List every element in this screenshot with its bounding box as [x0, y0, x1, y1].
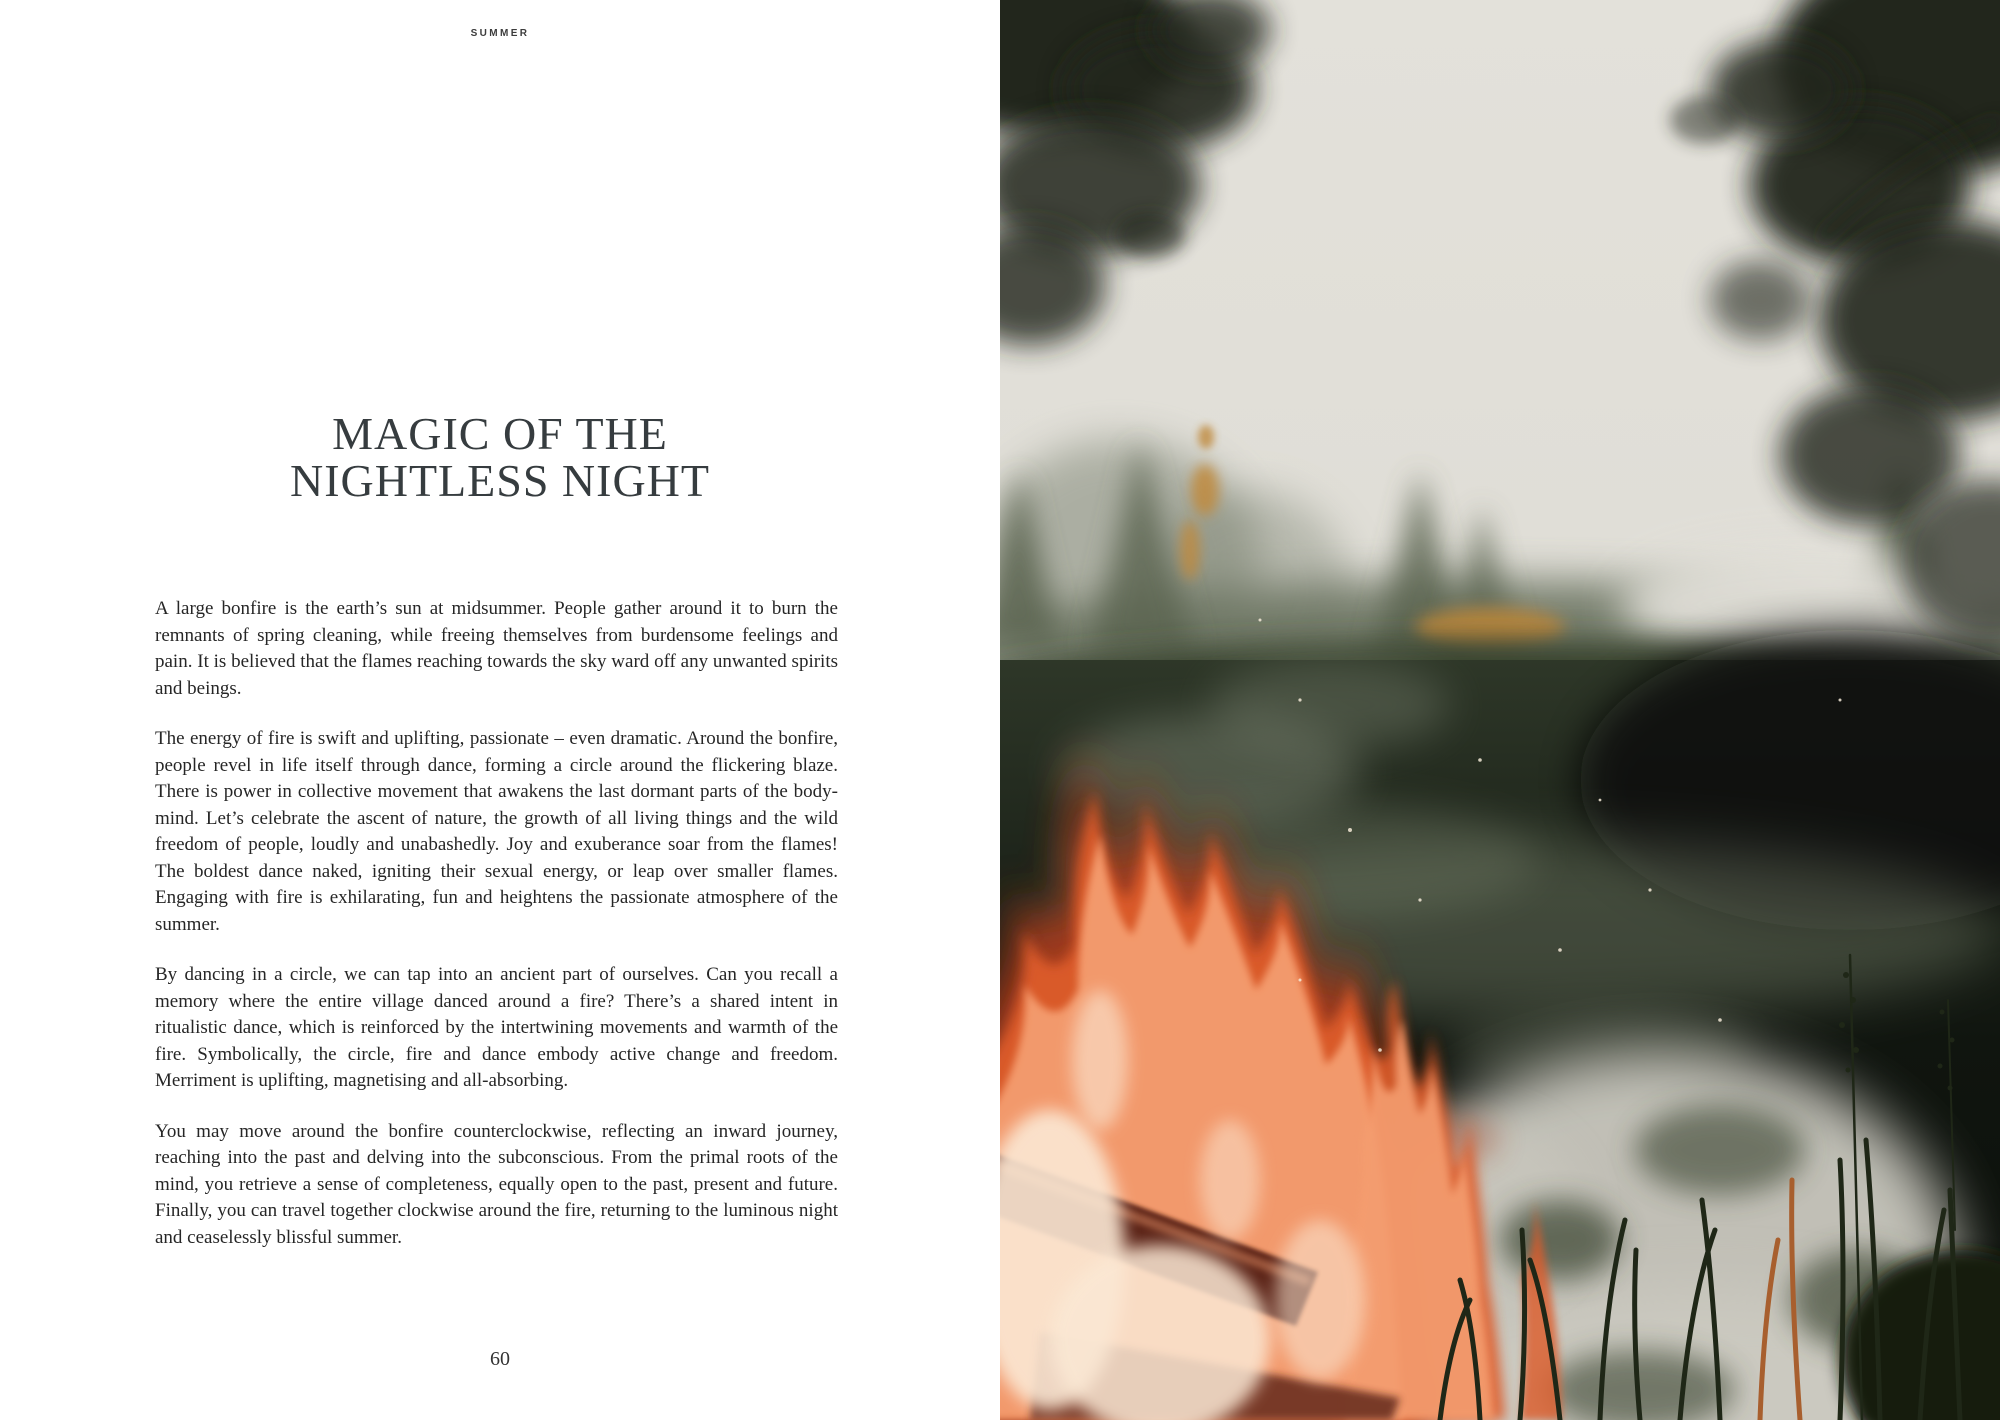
- body-paragraph: The energy of fire is swift and uplifting, passionate – even dramatic. Around the bonfire, people revel in life itself through dance, forming a circle around the flickering blaze. There is power in collective movement that awakens the last dormant parts of the body-mind. Let’s celebrate the ascent of nature, the growth of all living things and the wild freedom of people, loudly and unabashedly. Joy and exuberance soar from the flames! The boldest dance naked, igniting their sexual energy, or leap over smaller flames. Engaging with fire is exhilarating, fun and heightens the passionate atmosphere of the summer.: [155, 728, 838, 935]
- body-paragraph: You may move around the bonfire counterclockwise, reflecting an inward journey, reaching into the past and delving into the subconscious. From the primal roots of the mind, you retrieve a sense of completeness, equally open to the past, present and future. Finally, you can travel together clockwise around the fire, returning to the luminous night and ceaselessly blissful summer.: [155, 1120, 838, 1248]
- chapter-title: [0, 410, 1000, 504]
- body-text: [155, 596, 838, 1251]
- chapter-title-line2: NIGHTLESS NIGHT: [289, 455, 710, 506]
- chapter-title-line1: MAGIC OF THE: [332, 408, 668, 459]
- body-paragraph: A large bonfire is the earth’s sun at midsummer. People gather around it to burn the remnants of spring cleaning, while freeing themselves from burdensome feelings and pain. It is believed that the flames reaching towards the sky ward off any unwanted spirits and beings.: [155, 598, 838, 699]
- page-number: 60: [490, 1348, 510, 1370]
- section-label: SUMMER: [470, 28, 530, 39]
- body-paragraph: By dancing in a circle, we can tap into an ancient part of ourselves. Can you recall a memory where the entire village danced around a fire? There’s a shared intent in ritualistic dance, which is reinforced by the intertwining movements and warmth of the fire. Symbolically, the circle, fire and dance embody active change and freedom. Merriment is uplifting, magnetising and all-absorbing.: [155, 964, 838, 1091]
- bonfire-photo: [1000, 0, 2000, 1420]
- bonfire-photo-illustration: [1000, 0, 2000, 1420]
